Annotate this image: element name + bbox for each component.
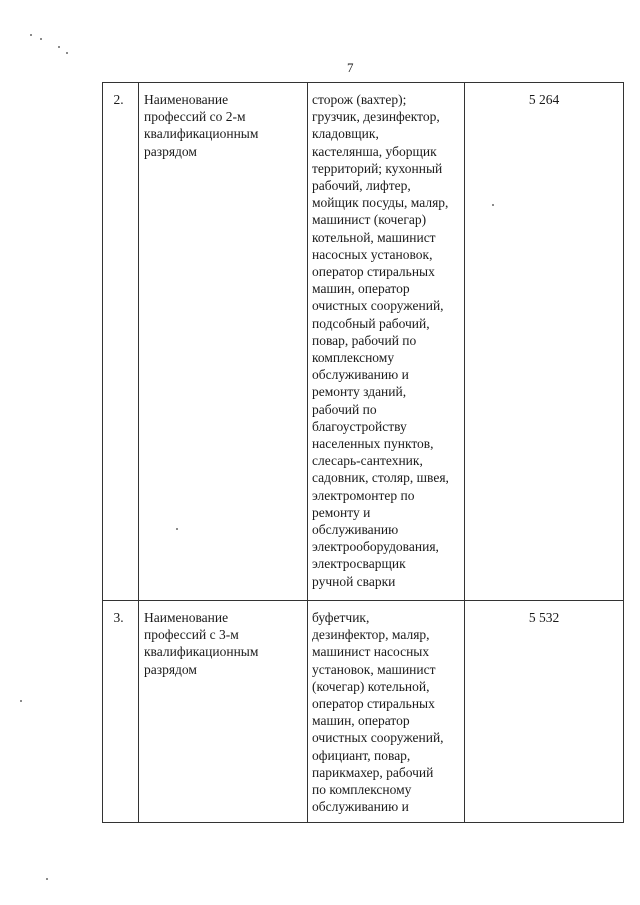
qualification-category-cell: Наименование профессий с 3-м квалификационным разрядом [139,601,308,823]
row-number-cell: 3. [103,601,139,823]
scan-speck [176,528,178,530]
salary-table [102,82,624,823]
professions-list-cell: сторож (вахтер); грузчик, дезинфектор, кладовщик, кастелянша, уборщик территорий; кухонный рабочий, лифтер, мойщик посуды, маляр, машинист (кочегар) котельной, машинист насосных установок, оператор стиральных машин, оператор очистных сооружений, подсобный рабочий, повар, рабочий по комплексному обслуживанию и ремонту зданий, рабочий по благоустройству населенных пунктов, слесарь-сантехник, садовник, столяр, швея, электромонтер по ремонту и обслуживанию электрооборудования, электросварщик ручной сварки [308,83,465,601]
scan-speck [492,204,494,206]
salary-cell: 5 532 [465,601,624,823]
row-number-cell: 2. [103,83,139,601]
scan-speck [66,52,68,54]
table-row [103,601,624,823]
page-number: 7 [347,60,354,75]
salary-cell: 5 264 [465,83,624,601]
table-row [103,83,624,601]
scan-speck [30,34,32,36]
qualification-category-cell: Наименование профессий со 2-м квалификационным разрядом [139,83,308,601]
scan-speck [46,878,48,880]
scan-speck [40,38,42,40]
professions-list-cell: буфетчик, дезинфектор, маляр, машинист насосных установок, машинист (кочегар) котельной, оператор стиральных машин, оператор очистных сооружений, официант, повар, парикмахер, рабочий по комплексному обслуживанию и [308,601,465,823]
scan-speck [58,46,60,48]
scan-speck [20,700,22,702]
